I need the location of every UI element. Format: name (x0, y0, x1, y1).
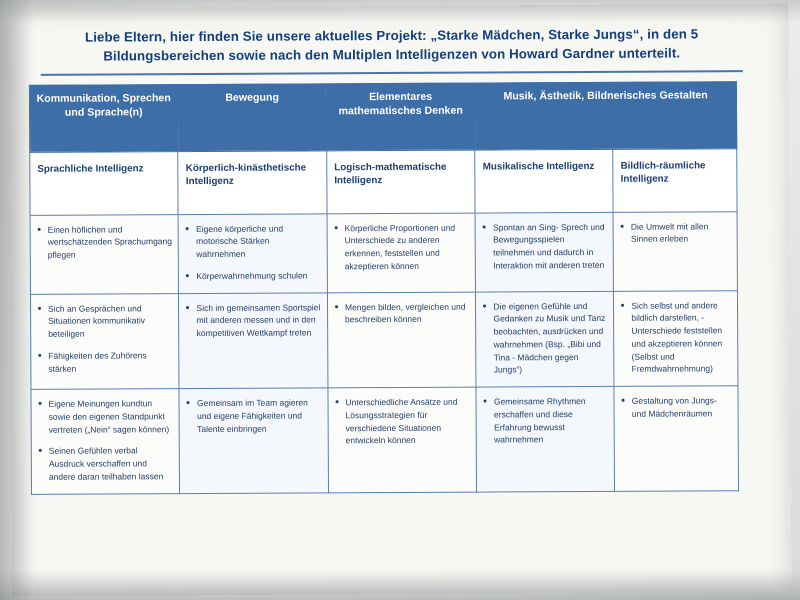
bullet-list (483, 395, 608, 447)
list-item: Einen höflichen und wertschätzenden Sprachumgang pflegen (37, 223, 173, 262)
list-item: Gemeinsame Rhythmen erschaffen und diese Erfahrung bewusst wahrnehmen (483, 395, 608, 447)
bullet-list (621, 394, 732, 420)
group-header-kommunikation: Kommunikation, Sprechen und Sprache(n) (29, 84, 178, 152)
list-item: Eigene Meinungen kundtun sowie den eigenen Standpunkt vertreten („Nein“ sagen können) (38, 397, 174, 436)
cell-r3c3 (328, 387, 477, 492)
cell-r2c3 (327, 292, 476, 388)
list-item: Gemeinsam im Team agieren und eigene Fähigkeiten und Talente einbringen (186, 396, 322, 435)
cell-r1c1 (30, 214, 179, 294)
list-item: Sich an Gesprächen und Situationen kommunikativ beteiligen (37, 302, 173, 341)
cell-r3c1 (31, 389, 180, 494)
bullet-list (334, 300, 470, 326)
column-header-bildlich-raeumliche-intelligenz: Bildlich-räumliche Intelligenz (613, 148, 737, 212)
list-item: Eigene körperliche und motorische Stärken wahrnehmen (185, 222, 321, 261)
cell-r2c2 (179, 292, 328, 388)
table-row (30, 290, 737, 389)
list-item: Gestaltung von Jungs- und Mädchenräumen (621, 394, 732, 420)
list-item: Unterschiedliche Ansätze und Lösungsstrategien für verschiedene Situationen entwickeln können (334, 396, 470, 448)
list-item: Sich selbst und andere bildlich darstellen, - Unterschiede feststellen und akzeptieren können (Selbst und Fremdwahrnehmung) (620, 299, 731, 376)
column-header-logisch-mathematische-intelligenz: Logisch-mathematische Intelligenz (327, 150, 476, 214)
cell-r3c2 (179, 388, 328, 493)
group-header-musik-aesthetik: Musik, Ästhetik, Bildnerisches Gestalten (475, 81, 737, 149)
bullet-list (186, 396, 322, 435)
table-group-header-row (29, 81, 736, 152)
bullet-list (620, 220, 731, 246)
column-header-musikalische-intelligenz: Musikalische Intelligenz (475, 149, 613, 213)
cell-r2c1 (30, 293, 179, 389)
bullet-list (185, 301, 321, 340)
list-item: Spontan an Sing- Sprech und Bewegungsspielen teilnehmen und dadurch in Interaktion mit anderen treten (482, 220, 607, 272)
cell-r3c4 (476, 386, 614, 491)
table-row (31, 386, 739, 494)
page-title: Liebe Eltern, hier finden Sie unsere aktuelles Projekt: „Starke Mädchen, Starke Jungs“, in den 5 Bildungsbereichen sowie nach den Multiplen Intelligenzen von Howard Gardner unterteilt. (84, 26, 699, 64)
list-item: Körperliche Proportionen und Unterschiede zu anderen erkennen, feststellen und akzeptieren können (334, 221, 470, 273)
poster-content (21, 24, 766, 576)
cell-r2c4 (476, 291, 614, 387)
list-item: Fähigkeiten des Zuhörens stärken (37, 349, 173, 375)
list-item: Die eigenen Gefühle und Gedanken zu Musik und Tanz beobachten, ausdrücken und wahrnehmen (Bsp. „Bibi und Tina - Mädchen gegen Jungs“) (482, 299, 607, 376)
bullet-list (37, 302, 173, 375)
table-row (30, 211, 737, 294)
list-item: Körperwahrnehmung schulen (185, 269, 321, 282)
cell-r2c5 (614, 290, 738, 386)
table-column-header-row (30, 148, 737, 215)
cell-r1c5 (613, 211, 737, 291)
column-header-koerperlich-kinaesthetische-intelligenz: Körperlich-kinästhetische Intelligenz (178, 150, 327, 214)
bullet-list (38, 397, 174, 483)
project-table (29, 81, 739, 495)
list-item: Die Umwelt mit allen Sinnen erleben (620, 220, 731, 246)
group-header-mathematik: Elementares mathematisches Denken (326, 83, 475, 151)
column-header-sprachliche-intelligenz: Sprachliche Intelligenz (30, 151, 179, 215)
bullet-list (334, 221, 470, 273)
list-item: Sich im gemeinsamen Sportspiel mit anderen messen und in den kompetitiven Wettkampf treten (185, 301, 321, 340)
bullet-list (482, 299, 607, 376)
bullet-list (620, 299, 731, 376)
title-divider (41, 70, 743, 76)
bullet-list (482, 220, 607, 272)
bullet-list (185, 222, 321, 283)
list-item: Mengen bilden, vergleichen und beschreiben können (334, 300, 470, 326)
group-header-bewegung: Bewegung (178, 83, 327, 151)
bullet-list (37, 223, 173, 262)
cell-r1c2 (179, 213, 328, 293)
cell-r1c4 (475, 212, 613, 292)
cell-r1c3 (327, 213, 476, 293)
bullet-list (334, 396, 470, 448)
list-item: Seinen Gefühlen verbal Ausdruck verschaffen und andere daran teilhaben lassen (38, 444, 174, 483)
cell-r3c5 (614, 386, 738, 491)
